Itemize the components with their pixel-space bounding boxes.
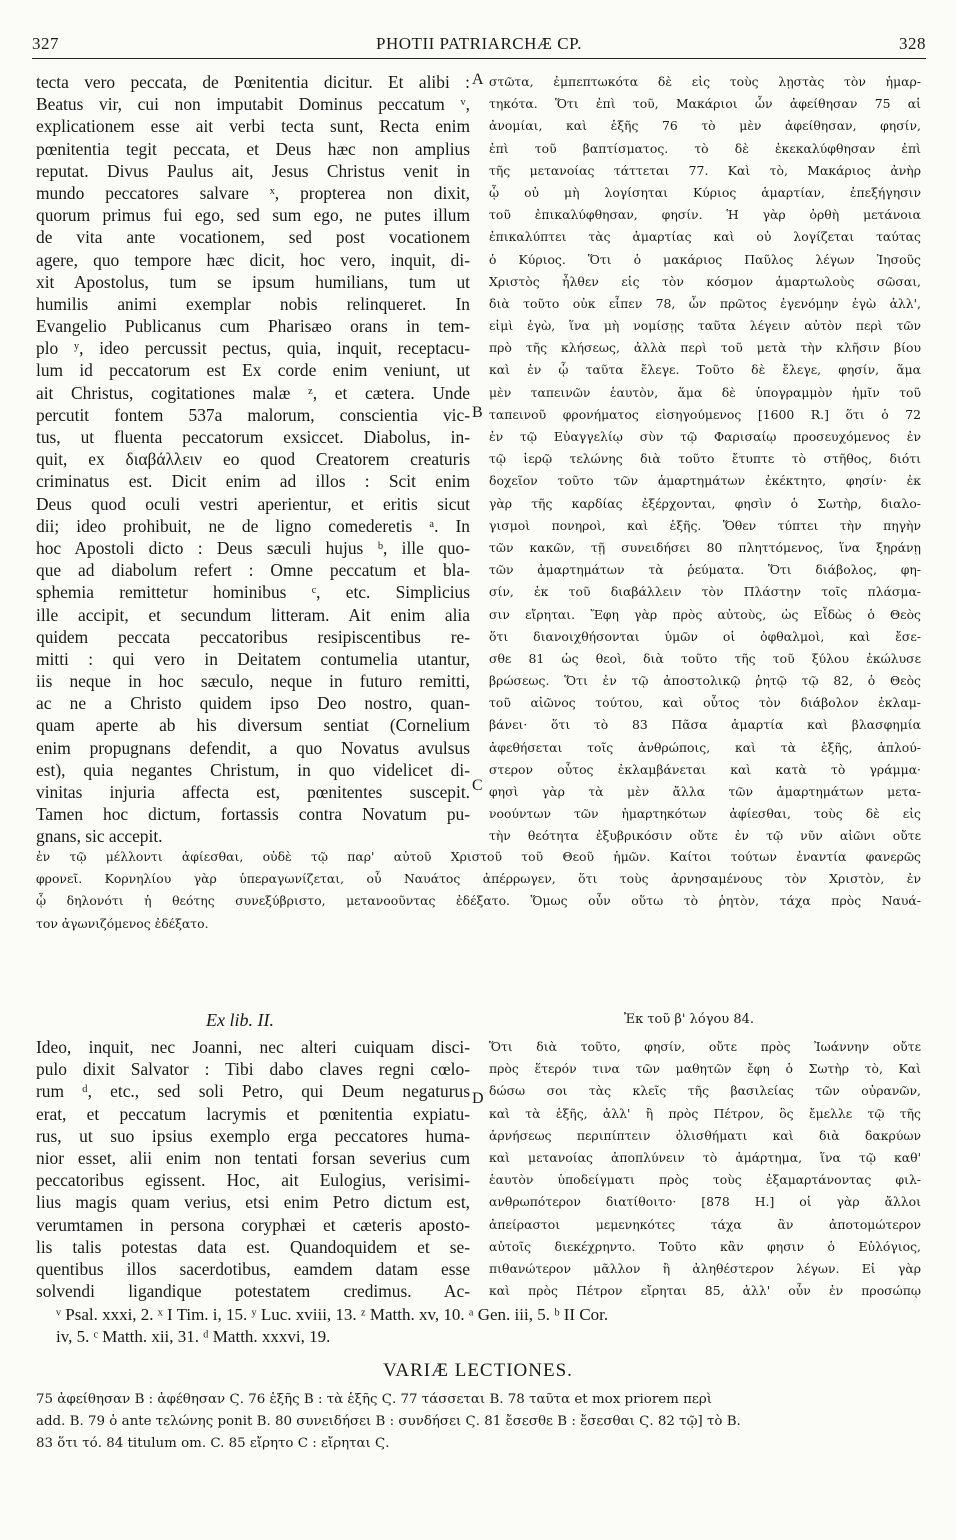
text-line: γὰρ τῆς καρδίας ἐξέρχονται, φησὶν ὁ Σωτὴρ, διαλο- — [489, 495, 921, 511]
text-line: ὁ Κύριος. Ὅτι ὁ μακάριος Παῦλος λέγων Ἰησοῦς — [489, 251, 921, 267]
text-line: βρώσεως. Ὅτι ἐν τῷ ἀποστολικῷ ῥητῷ τῷ 82, ὁ Θεὸς — [489, 673, 921, 689]
text-line: iis neque in hoc sæculo, neque in futuro remitti, — [36, 671, 470, 692]
text-line: τον ἀγωνιζόμενος ἐδέξατο. — [36, 915, 209, 931]
text-line: reputat. Divus Paulus ait, Jesus Christus venit in — [36, 160, 470, 181]
text-line: μὲν ταπεινῶν ἑαυτὸν, ἅμα δὲ ὑπογραμμὸν ἡμῖν τοῦ — [489, 384, 921, 400]
text-line: lius magis quam verius, etsi enim Petro dictum est, — [36, 1192, 470, 1213]
text-line: ἐν τῷ Εὐαγγελίῳ σὺν τῷ Φαρισαίῳ προσευχόμενος ἐν — [489, 429, 921, 444]
margin-letter-d: D — [472, 1090, 484, 1107]
text-line: quentibus illos sacerdotibus, eamdem datam esse — [36, 1258, 470, 1279]
text-line: ᾧ οὐ μὴ λογίσηται Κύριος ἁμαρτίαν, ἐπεξήγησιν — [489, 184, 921, 200]
text-line: lis talis potestas data est. Quandoquidem et se- — [36, 1236, 470, 1257]
text-line: γισμοὶ πονηροὶ, καὶ ἑξῆς. Ὅθεν τύπτει τὴν πηγὴν — [489, 517, 921, 533]
margin-letter-b: B — [472, 404, 483, 421]
text-line: tus, ut fluenta peccatorum exsiccet. Diabolus, in- — [36, 427, 470, 447]
text-line: εἰμὶ ἐγὼ, ἵνα μὴ νομίσῃς ταῦτα λέγειν αὐτὸν περὶ τῶν — [489, 318, 921, 334]
text-line: quidem peccata peccatoribus resipiscentibus re- — [36, 626, 470, 647]
text-line: ait Christus, cogitationes malæ ᶻ, et cætera. Unde — [36, 382, 470, 403]
text-line: lum id peccatorum est Ex corde enim veniunt, ut — [36, 360, 470, 381]
text-line: enim propugnans defendit, a quo Novatus avulsus — [36, 737, 470, 758]
text-line: plo ʸ, ideo percussit pectus, quia, inquit, receptacu- — [36, 338, 470, 359]
text-line: ἐπὶ τοῦ βαπτίσματος. τὸ δὲ ἐκεκαλύφθησαν ἐπὶ — [489, 140, 921, 156]
text-line: agere, quo tempore hæc dicit, hoc vero, inquit, di- — [36, 249, 470, 270]
text-line: στῶτα, ἐμπεπτωκότα δὲ εἰς τοὺς λῃστὰς τὸν ἡμαρ- — [489, 74, 921, 89]
text-line: Evangelio Publicanus cum Pharisæo orans in tem- — [36, 316, 470, 337]
footnote-line: iv, 5. ᶜ Matth. xii, 31. ᵈ Matth. xxxvi, 19. — [56, 1327, 331, 1347]
text-line: βάνει· ὅτι τὸ 83 Πᾶσα ἁμαρτία καὶ βλασφημία — [489, 717, 921, 733]
text-line: ταπεινοῦ φρονήματος εἰσηγούμενος [1600 R.] ὅτι ὁ 72 — [489, 406, 921, 422]
greek-column-2 — [489, 1036, 921, 1302]
greek-section-heading: Ἐκ τοῦ β' λόγου 84. — [624, 1012, 754, 1027]
margin-letter-a: A — [472, 71, 484, 88]
text-line: πρὸς ἕτερόν τινα τῶν μαθητῶν ἔφη ὁ Σωτὴρ τὸ, Καὶ — [489, 1061, 921, 1077]
text-line: σίν, ἐκ τοῦ διαβάλλειν τὸν Πλάστην τοῖς πλάσμα- — [489, 584, 921, 600]
text-line: erat, et peccatum lacrymis et pœnitentia expiatu- — [36, 1103, 470, 1124]
text-line: ἑαυτὸν ὑποδείγματι πρὸς τοὺς ἐξαμαρτάνοντας φιλ- — [489, 1172, 921, 1188]
text-line: στερον οὗτος ἐκλαμβάνεται καὶ κατὰ τὸ γράμμα· — [489, 761, 921, 777]
text-line: quam aperte ab his diversum sentiat (Cornelium — [36, 715, 470, 736]
text-line: Χριστὸς ἦλθεν εἰς τὸν κόσμον ἁμαρτωλοὺς σῶσαι, — [489, 273, 921, 289]
text-line: ανθρωπότερον διατίθοιτο· [878 H.] οἱ γὰρ ἄλλοι — [489, 1194, 921, 1210]
text-line: τὴν θεότητα ἐξυβρικόσιν οὔτε ἐν τῷ νῦν αἰῶνι οὔτε — [489, 828, 921, 844]
text-line: καὶ πρὸς Πέτρον εἴρηται 85, ἀλλ' οὖν ἐν προσώπῳ — [489, 1283, 921, 1299]
text-line: quit, ex διαβάλλειν eo quod Creatorem creaturis — [36, 449, 470, 470]
text-line: percutit fontem 537a malorum, conscientia vic- — [36, 404, 470, 425]
text-line: ἀφεθήσεται τοῖς ἀνθρώποις, καὶ τὰ ἑξῆς, ἁπλού- — [489, 739, 921, 755]
text-line: τῷ ἱερῷ τελώνης διὰ τοῦτο ἔτυπτε τὸ στῆθος, διότι — [489, 451, 921, 467]
text-line: φησὶ γὰρ τὰ μὲν ἄλλα τῶν ἁμαρτημάτων μετα- — [489, 784, 921, 799]
text-line: rum ᵈ, etc., sed soli Petro, qui Deum negaturus — [36, 1081, 470, 1102]
text-line: Ὅτι διὰ τοῦτο, φησίν, οὔτε πρὸς Ἰωάννην οὔτε — [489, 1039, 921, 1054]
variant-line: add. B. 79 ὁ ante τελώνης ponit B. 80 συνειδήσει B : συνδήσει Ϛ. 81 ἔσεσθε B : ἔσεσθαι Ϛ. 82 τῷ] τὸ B. — [36, 1414, 741, 1430]
text-line: σιν εἴρηται. Ἔφη γὰρ πρὸς αὐτοὺς, ὡς Εἶδὼς ὁ Θεὸς — [489, 606, 921, 622]
text-line: τοῦ αἰῶνος τούτου, καὶ οὗτος τὸν διάβολον ἐκλαμ- — [489, 695, 921, 711]
text-line: τοῦ ἐπικαλύφθησαν, φησίν. Ἡ γὰρ ὀρθὴ μετάνοια — [489, 207, 921, 223]
text-line: δοχεῖον τοῦτο τῶν ἁμαρτημάτων ἐκέκτητο, φησίν· ἐκ — [489, 473, 921, 489]
text-line: καὶ μετανοίας ἀποπλύνειν τὸ ἁμάρτημα, ἵνα τῷ καθ' — [489, 1149, 921, 1165]
text-line: διὰ τοῦτο οὐκ εἶπεν 78, ὧν πρῶτος ἐγενόμην ἐγὼ ἀλλ', — [489, 295, 921, 311]
text-line: ac ne a Christo quidem ipso Deo nostro, quan- — [36, 693, 470, 714]
text-line: hoc Apostoli dicto : Deus sæculi hujus ᵇ, ille quo- — [36, 537, 470, 558]
text-line: dii; ideo prohibuit, ne de ligno comederetis ᵃ. In — [36, 515, 470, 536]
text-line: ᾧ δηλονότι ἡ θεότης συνεξύβριστο, μετανοοῦντας ἐδέξατο. Ὅμως οὖν οὕτω τὸ ῥητὸν, τάχα πρὸς Ναυά- — [36, 893, 921, 909]
text-line: νοούντων τῶν ἡμαρτηκότων ἀφίεσθαι, τοὺς δὲ εἰς — [489, 806, 921, 822]
text-line: de vita ante vocationem, sed post vocationem — [36, 227, 470, 248]
text-line: τῆς μετανοίας τάττεται 77. Καὶ τὸ, Μακάριος ἀνὴρ — [489, 162, 921, 178]
text-line: Beatus vir, cui non imputabit Dominus peccatum ᵛ, — [36, 94, 470, 115]
text-line: αὐτοῖς διεκέχρηντο. Τοῦτο κἂν φησιν ὁ Εὐλόγιος, — [489, 1238, 921, 1254]
text-line: Ideo, inquit, nec Joanni, nec alteri cuiquam disci- — [36, 1037, 470, 1057]
variant-line: 75 ἀφείθησαν B : ἀφέθησαν Ϛ. 76 ἑξῆς B : τὰ ἑξῆς Ϛ. 77 τάσσεται B. 78 ταῦτα et mox priorem περὶ — [36, 1392, 712, 1407]
text-line: peccatoribus egissent. Hoc, ait Eulogius, verisimi- — [36, 1170, 470, 1191]
text-line: solvendi ligandique potestatem credimus. Ac- — [36, 1281, 470, 1302]
text-line: ille accipit, et secundum litteram. Ait enim alia — [36, 604, 470, 625]
text-line: vinitas injuria affecta est, pœnitentes suscepit. — [36, 782, 470, 802]
text-line: σθε 81 ὡς θεοὶ, διὰ τοῦτο τῆς τοῦ ξύλου ἐκώλυσε — [489, 650, 921, 666]
running-title: PHOTII PATRIARCHÆ CP. — [376, 34, 582, 53]
text-line: ἀνομίαι, καὶ ἑξῆς 76 τὸ μὲν ἀφείθησαν, φησίν, — [489, 118, 921, 134]
text-line: Deus quod oculi vestri aperientur, et eritis sicut — [36, 493, 470, 514]
text-line: ἀπείραστοι μεμενηκότες τάχα ἂν ἀποτομώτερον — [489, 1216, 921, 1232]
footnotes — [56, 1302, 916, 1346]
text-line: tecta vero peccata, de Pœnitentia dicitur. Et alibi : — [36, 72, 470, 92]
page-number-right: 328 — [899, 34, 926, 53]
text-line: πρὸ τῆς κλήσεως, ἀλλὰ περὶ τοῦ μετὰ τὴν κλῆσιν βίου — [489, 340, 921, 356]
text-line: rus, ut suo ipsius exemplo erga peccatores huma- — [36, 1125, 470, 1146]
margin-letter-c: C — [472, 777, 483, 794]
text-line: τῶν κακῶν, τῇ συνειδήσει 80 πληττόμενος, ἵνα ξηράνῃ — [489, 539, 921, 555]
text-line: πιθανώτερον μᾶλλον ἢ ἀληθέστερον λέγων. Εἰ γὰρ — [489, 1260, 921, 1276]
variant-line: 83 ὅτι τό. 84 titulum om. C. 85 εἴρητο C : εἴρηται Ϛ. — [36, 1436, 390, 1452]
text-line: pulo dixit Salvator : Tibi dabo claves regni cœlo- — [36, 1059, 470, 1080]
text-line: mundo peccatores salvare ˣ, propterea non dixit, — [36, 182, 470, 203]
text-line: τηκότα. Ὅτι ἐπὶ τοῦ, Μακάριοι ὧν ἀφείθησαν 75 αἱ — [489, 96, 921, 112]
text-line: gnans, sic accepit. — [36, 826, 163, 847]
text-line: criminatus est. Dicit enim ad illos : Scit enim — [36, 471, 470, 492]
latin-column-2 — [36, 1036, 470, 1302]
text-line: ἀρνήσεως περιπίπτειν ὀλισθήματι καὶ διὰ δακρύων — [489, 1127, 921, 1143]
text-line: ἐπικαλύπτει τὰς ἁμαρτίας καὶ οὐ λογίζεται ταύτας — [489, 229, 921, 245]
page-number-left: 327 — [32, 34, 59, 53]
greek-full-width-continuation — [36, 846, 921, 935]
text-line: verumtamen in persona coryphæi et cæteris aposto- — [36, 1214, 470, 1235]
text-line: sphemia remittetur hominibus ᶜ, etc. Simplicius — [36, 582, 470, 603]
text-line: mitti : qui vero in Deitatem contumelia utantur, — [36, 648, 470, 669]
text-line: est), quia negantes Christum, in quo videlicet di- — [36, 759, 470, 780]
text-line: δώσω σοι τὰς κλεῖς τῆς βασιλείας τῶν οὐρανῶν, — [489, 1083, 921, 1099]
text-line: xit Apostolus, tum se ipsum humilians, tum ut — [36, 271, 470, 292]
greek-column-1 — [489, 71, 921, 848]
footnote-line: ᵛ Psal. xxxi, 2. ˣ I Tim. i, 15. ʸ Luc. xviii, 13. ᶻ Matth. xv, 10. ᵃ Gen. iii, 5. ᵇ II Cor. — [56, 1305, 609, 1324]
text-line: quorum primus fui ego, sed sum ego, ne putes illum — [36, 205, 470, 226]
text-line: ἐν τῷ μέλλοντι ἀφίεσθαι, οὐδὲ τῷ παρ' αὐτοῦ Χριστοῦ τοῦ Θεοῦ ἡμῶν. Καίτοι τούτων ἐναντία φανερῶς — [36, 849, 921, 864]
text-line: ὅτι διανοιχθήσονται ὑμῶν οἱ ὀφθαλμοὶ, καὶ ἔσε- — [489, 628, 921, 644]
text-line: τῶν ἁμαρτημάτων τὰ ῥεύματα. Ὅτι διάβολος, φη- — [489, 562, 921, 578]
text-line: pœnitentia tegit peccata, et Deus hæc non amplius — [36, 138, 470, 159]
text-line: Tamen hoc dictum, fortassis contra Novatum pu- — [36, 804, 470, 825]
text-line: φρονεῖ. Κορνηλίου γὰρ ὑπεραγωνίζεται, οὗ Ναυάτος ἀπέρρωγεν, ὅτι τοὺς ἀρνησαμένους τὸν Χριστὸν, ἐν — [36, 871, 921, 887]
latin-section-heading: Ex lib. II. — [206, 1010, 274, 1030]
text-line: que ad diabolum refert : Omne peccatum et bla- — [36, 560, 470, 581]
text-line: humilis animi exemplar nobis relinqueret. In — [36, 293, 470, 314]
text-line: καὶ ἐν ᾧ ταῦτα ἔλεγε. Τοῦτο δὲ ἔλεγε, φησίν, ἅμα — [489, 362, 921, 378]
variae-lectiones-title: VARIÆ LECTIONES. — [383, 1360, 573, 1381]
variae-lectiones — [36, 1388, 921, 1455]
text-line: explicationem esse ait verbi tecta sunt, Recta enim — [36, 116, 470, 137]
running-header — [32, 32, 926, 59]
text-line: καὶ τὰ ἑξῆς, ἀλλ' ἢ πρὸς Πέτρον, ὃς ἔμελλε τῷ τῆς — [489, 1105, 921, 1121]
text-line: nior esset, alii enim non tentati forsan severius cum — [36, 1147, 470, 1168]
latin-column-1 — [36, 71, 470, 848]
